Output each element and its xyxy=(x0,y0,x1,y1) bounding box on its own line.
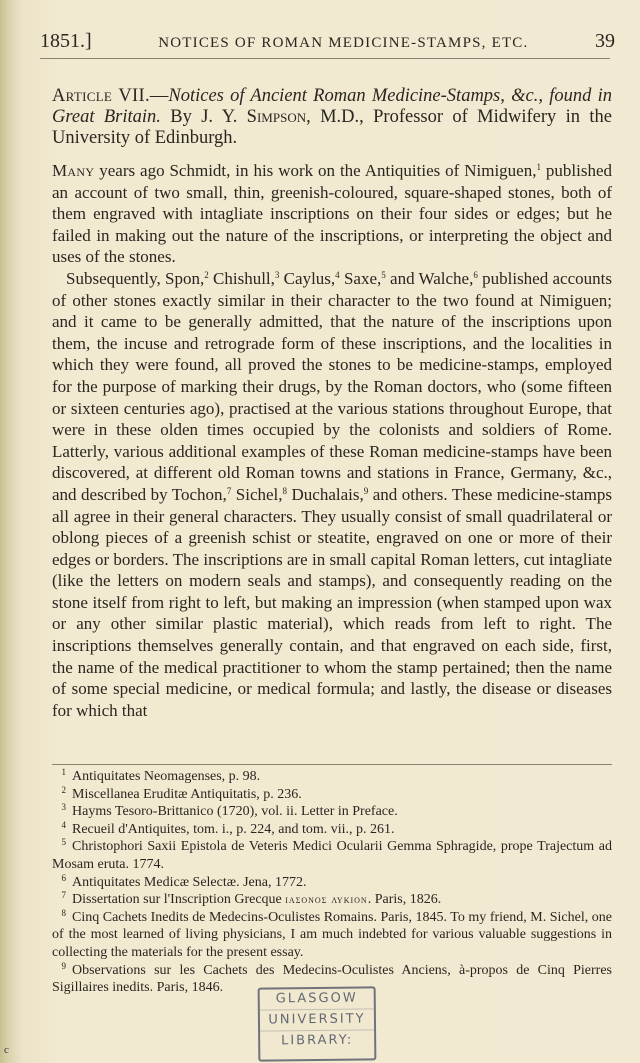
greek-inscription: ιασονος λυκιον xyxy=(285,892,368,907)
footnote-3 xyxy=(52,803,612,821)
lead-word: Many xyxy=(52,161,95,180)
text-run: Sichel, xyxy=(231,484,283,504)
running-title: NOTICES OF ROMAN MEDICINE-STAMPS, ETC. xyxy=(158,35,529,51)
footnote-number: 7 xyxy=(61,890,66,901)
text-run: Chishull, xyxy=(208,268,275,288)
article-title: Notices of Ancient Roman Medicine-Stamps, &c., found in Great Britain. xyxy=(52,86,612,127)
paragraph-2 xyxy=(52,268,612,721)
footnote-text: Miscellanea Eruditæ Antiquitatis, p. 236. xyxy=(72,786,302,802)
footnote-text: Observations sur les Cachets des Medecins-Oculistes Anciens, à-propos de Cinq Pierres Sigillaires inedits. Paris, 1846. xyxy=(52,962,612,996)
footnote-ref: 5 xyxy=(381,269,386,280)
article-label: Article VII. xyxy=(52,86,150,106)
footnote-ref: 6 xyxy=(473,269,478,280)
footnote-ref: 9 xyxy=(363,485,369,496)
article-heading xyxy=(52,86,612,149)
footnote-text: Christophori Saxii Epistola de Veteris Medici Ocularii Gemma Sphragide, prope Trajectum ad Mosam eruta. 1774. xyxy=(52,839,612,872)
footnote-number: 2 xyxy=(61,784,66,795)
footnote-ref: 8 xyxy=(282,485,288,496)
page-number: 39 xyxy=(595,30,615,52)
footnote-8 xyxy=(52,909,612,962)
stamp-line: LIBRARY: xyxy=(280,1032,354,1049)
footnote-text: . Paris, 1826. xyxy=(367,892,442,908)
footnote-ref: 1 xyxy=(536,162,541,172)
footnote-7 xyxy=(52,891,612,909)
footnote-4 xyxy=(52,821,612,839)
footnote-number: 5 xyxy=(61,837,66,848)
footnotes xyxy=(52,768,612,997)
footnote-number: 9 xyxy=(61,960,66,971)
author-credentials: , M.D., Professor of Midwifery in the University of Edinburgh. xyxy=(52,107,613,148)
footnote-ref: 3 xyxy=(274,269,280,280)
footnote-text: Recueil d'Antiquites, tom. i., p. 224, and tom. vii., p. 261. xyxy=(72,821,395,837)
footnote-rule xyxy=(52,764,612,765)
heading-by: By xyxy=(160,107,202,127)
text-run: and others. These medicine-stamps all agree in their general characters. They usually consist of small quadrilateral or oblong pieces of a greenish schist or steatite, engraved on one or more of their edges or borders. The inscriptions are in small capital Roman letters, cut intagliate (like the letters on modern seals and stamps), and consequently reading on the stone itself from right to left, but making an impression (when stamped upon wax or any other similar plastic material), which reads from left to right. The inscriptions themselves generally contain, and that engraved on each side, first, the name of the medical practitioner to whom the stamp pertained; then the name of some special medicine, or medical formula; and lastly, the disease or diseases for which that xyxy=(52,484,612,720)
footnote-ref: 7 xyxy=(226,485,232,496)
text-run: Caylus, xyxy=(279,268,336,288)
footnote-ref: 2 xyxy=(204,269,209,280)
library-stamp xyxy=(258,986,377,1061)
stamp-line: UNIVERSITY xyxy=(260,1009,374,1031)
text-run: Duchalais, xyxy=(287,484,364,504)
article-author: J. Y. Simpson xyxy=(201,107,307,127)
footnote-number: 8 xyxy=(61,907,66,918)
footnote-1 xyxy=(52,768,612,786)
footnote-text: Dissertation sur l'Inscription Grecque xyxy=(72,892,286,908)
corner-pencil-mark: c xyxy=(4,1044,9,1056)
running-header xyxy=(40,30,615,53)
footnote-2 xyxy=(52,786,612,804)
heading-dash: — xyxy=(149,86,169,106)
text-run: Subsequently, Spon, xyxy=(66,268,205,288)
footnote-number: 6 xyxy=(61,872,66,883)
footnote-text: Antiquitates Medicæ Selectæ. Jena, 1772. xyxy=(72,874,307,890)
stamp-line: GLASGOW xyxy=(260,988,374,1010)
footnote-5 xyxy=(52,838,612,873)
footnote-text: Antiquitates Neomagenses, p. 98. xyxy=(72,769,261,784)
text-run: published an account of two small, thin, greenish-coloured, square-shaped stones, both of them engraved with intagliate inscriptions on their four sides or edges; but he failed in making out the nature of the inscriptions, or interpreting the object and uses of the stones. xyxy=(52,161,613,267)
body-text xyxy=(52,160,612,721)
footnote-number: 4 xyxy=(61,819,66,830)
header-rule xyxy=(40,58,610,59)
footnote-6 xyxy=(52,874,612,892)
text-run: and Walche, xyxy=(385,268,474,288)
text-run: Saxe, xyxy=(339,268,382,288)
text-run: years ago Schmidt, in his work on the Antiquities of Nimiguen, xyxy=(94,161,537,180)
text-run: published accounts of other stones exactly similar in their character to the two found at Nimiguen; and it came to be generally admitted, that the nature of the inscriptions upon them, the incuse and retrograde form of these inscriptions, and the localities in which they were found, all proved the stones to be medicine-stamps, employed for the purpose of marking their drugs, by the Roman doctors, who (some fifteen or sixteen centuries ago), practised at the various stations throughout Europe, that were in these olden times occupied by the colonists and soldiers of Rome. Latterly, various additional examples of these Roman medicine-stamps have been discovered, at different old Roman towns and stations in France, Germany, &c., and described by Tochon, xyxy=(52,268,612,504)
footnote-text: Hayms Tesoro-Brittanico (1720), vol. ii. Letter in Preface. xyxy=(72,804,398,820)
footnote-text: Cinq Cachets Inedits de Medecins-Oculistes Romains. Paris, 1845. To my friend, M. Sichel, one of the most learned of living physicians, I am much indebted for various valuable suggestions in collecting the materials for the present essay. xyxy=(52,909,612,960)
footnote-number: 1 xyxy=(61,767,66,777)
footnote-number: 3 xyxy=(61,802,66,813)
paragraph-1 xyxy=(52,160,612,268)
footnote-ref: 4 xyxy=(335,269,340,280)
header-year: 1851.] xyxy=(40,30,92,52)
